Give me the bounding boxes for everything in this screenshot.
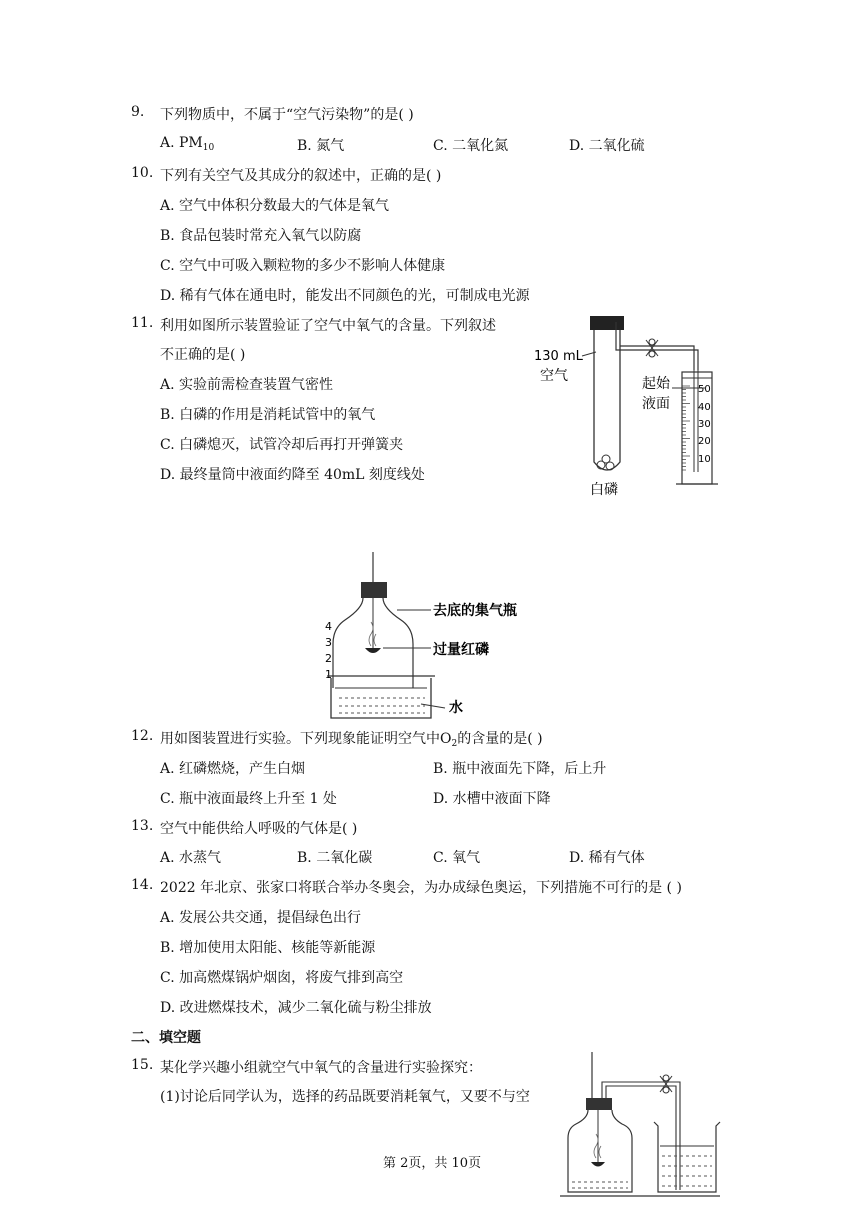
q14-number: 14. [131, 877, 154, 893]
q12-option-b: B. 瓶中液面先下降，后上升 [433, 761, 607, 777]
q15-number: 15. [131, 1057, 154, 1073]
q10-option-d: D. 稀有气体在通电时，能发出不同颜色的光，可制成电光源 [160, 288, 530, 304]
spring-clamp-icon [660, 1075, 672, 1093]
q11-option-d: D. 最终量筒中液面约降至 40mL 刻度线处 [160, 467, 425, 483]
q9-option-b: B. 氮气 [297, 138, 345, 154]
q12-stem: 用如图装置进行实验。下列现象能证明空气中$O_2$的含量的是( ) [160, 731, 543, 749]
q11-stem-line2: 不正确的是( ) [160, 347, 246, 363]
q9-option-a: A. $PM_{10}$ [160, 135, 215, 153]
q11-option-c: C. 白磷熄灭，试管冷却后再打开弹簧夹 [160, 437, 404, 453]
q13-stem: 空气中能供给人呼吸的气体是( ) [160, 821, 358, 837]
q13-option-a: A. 水蒸气 [160, 850, 222, 866]
spring-clamp-icon [646, 339, 658, 357]
q14-option-d: D. 改进燃煤技术，减少二氧化硫与粉尘排放 [160, 1000, 432, 1016]
q11-apparatus-figure [530, 312, 730, 502]
q15-stem: 某化学兴趣小组就空气中氧气的含量进行实验探究： [160, 1060, 482, 1076]
q11-stem-line1: 利用如图所示装置验证了空气中氧气的含量。下列叙述 [160, 318, 496, 334]
water-label: 水 [449, 700, 463, 716]
test-tube [594, 330, 620, 470]
q13-option-b: B. 二氧化碳 [297, 850, 373, 866]
bottle-tick-3: 3 [325, 636, 332, 649]
q11-option-b: B. 白磷的作用是消耗试管中的氧气 [160, 407, 376, 423]
q12-option-d: D. 水槽中液面下降 [433, 791, 551, 807]
q14-option-c: C. 加高燃煤锅炉烟囱，将废气排到高空 [160, 970, 404, 986]
cylinder-tick-40: 40 [698, 402, 711, 413]
q13-option-d: D. 稀有气体 [569, 850, 645, 866]
q10-stem: 下列有关空气及其成分的叙述中，正确的是( ) [160, 168, 442, 184]
cylinder-tick-30: 30 [698, 419, 711, 430]
q10-option-a: A. 空气中体积分数最大的气体是氧气 [160, 198, 390, 214]
q14-option-a: A. 发展公共交通，提倡绿色出行 [160, 910, 362, 926]
q9-stem: 下列物质中，不属于“空气污染物”的是( ) [160, 107, 414, 123]
bottle-stopper [361, 582, 387, 598]
bottle-stopper [586, 1098, 612, 1110]
initial-level-label-2: 液面 [642, 396, 670, 412]
white-phosphorus-label: 白磷 [590, 482, 618, 498]
q10-option-c: C. 空气中可吸入颗粒物的多少不影响人体健康 [160, 258, 446, 274]
cylinder-tick-10: 10 [698, 454, 711, 465]
page-footer: 第 2页，共 10页 [383, 1156, 482, 1171]
bottle-tick-2: 2 [325, 652, 332, 665]
tube-air-label: 空气 [540, 368, 568, 384]
q12-apparatus-figure [325, 548, 545, 723]
q13-option-c: C. 氧气 [433, 850, 481, 866]
q10-option-b: B. 食品包装时常充入氧气以防腐 [160, 228, 362, 244]
cylinder-tick-50: 50 [698, 384, 711, 395]
initial-level-label-1: 起始 [642, 376, 670, 392]
q12-option-a: A. 红磷燃烧，产生白烟 [160, 761, 306, 777]
bottle-tick-4: 4 [325, 620, 332, 633]
q14-stem: 2022 年北京、张家口将联合举办冬奥会，为办成绿色奥运，下列措施不可行的是 ( ) [160, 880, 682, 896]
gas-bottle [568, 1110, 632, 1192]
q13-number: 13. [131, 818, 154, 834]
q14-option-b: B. 增加使用太阳能、核能等新能源 [160, 940, 376, 956]
q11-option-a: A. 实验前需检查装置气密性 [160, 377, 334, 393]
bottle-tick-1: 1 [325, 668, 332, 681]
section-heading: 二、填空题 [131, 1030, 201, 1046]
delivery-tube [602, 1082, 680, 1190]
stopper [590, 316, 624, 330]
q10-number: 10. [131, 165, 154, 181]
q15-apparatus-figure [560, 1050, 735, 1200]
q12-option-c: C. 瓶中液面最终上升至 1 处 [160, 791, 337, 807]
beaker [654, 1122, 720, 1192]
q11-number: 11. [131, 315, 154, 331]
q15-part1: (1)讨论后同学认为，选择的药品既要消耗氧气，又要不与空 [160, 1089, 530, 1105]
cylinder-tick-20: 20 [698, 436, 711, 447]
red-phosphorus-label: 过量红磷 [433, 642, 489, 658]
bottle-label: 去底的集气瓶 [433, 603, 517, 619]
q9-option-c: C. 二氧化氮 [433, 138, 509, 154]
tube-volume-label: 130 mL [534, 349, 583, 364]
q9-number: 9. [131, 104, 145, 120]
q12-number: 12. [131, 728, 154, 744]
q9-option-d: D. 二氧化硫 [569, 138, 645, 154]
